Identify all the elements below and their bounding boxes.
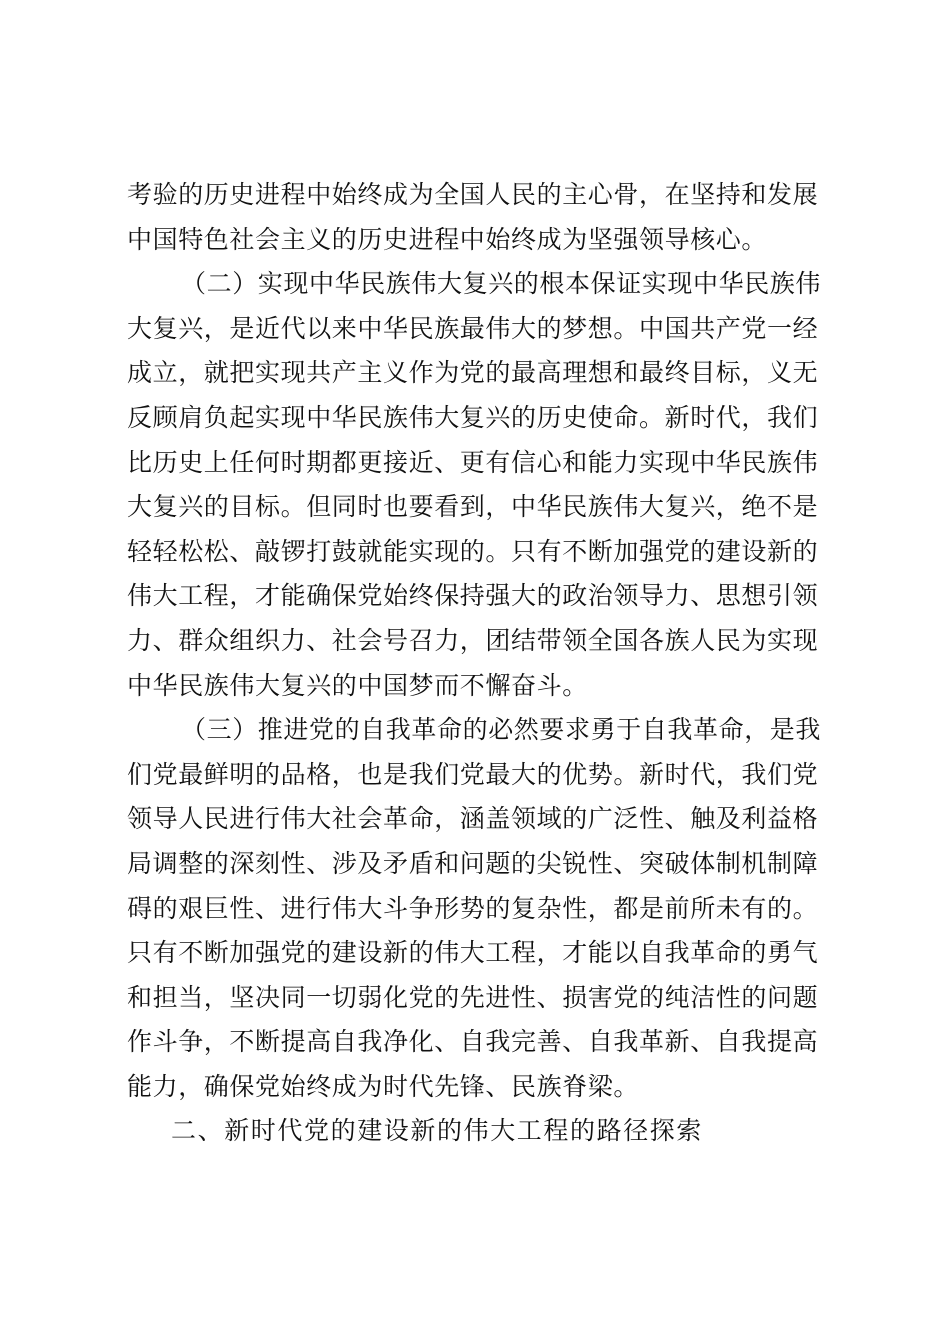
text-line: 只有不断加强党的建设新的伟大工程，才能以自我革命的勇气 [127,938,819,968]
section-heading-line: （二）实现中华民族伟大复兴的根本保证实现中华民族伟 [181,269,822,299]
text-line: 轻轻松松、敲锣打鼓就能实现的。只有不断加强党的建设新的 [127,536,819,566]
text-line: 力、群众组织力、社会号召力，团结带领全国各族人民为实现 [127,625,819,655]
text-line: 考验的历史进程中始终成为全国人民的主心骨，在坚持和发展 [127,180,819,209]
text-line: 局调整的深刻性、涉及矛盾和问题的尖锐性、突破体制机制障 [127,848,819,878]
section-heading [127,1109,827,1154]
text-line: 们党最鲜明的品格，也是我们党最大的优势。新时代，我们党 [127,759,819,789]
paragraph-continuation [127,173,827,262]
text-line: 成立，就把实现共产主义作为党的最高理想和最终目标，义无 [127,358,819,388]
text-line: 领导人民进行伟大社会革命，涵盖领域的广泛性、触及利益格 [127,804,819,834]
text-line: 比历史上任何时期都更接近、更有信心和能力实现中华民族伟 [127,447,819,477]
text-line: 和担当，坚决同一切弱化党的先进性、损害党的纯洁性的问题 [127,982,819,1012]
text-line: 大复兴的目标。但同时也要看到，中华民族伟大复兴，绝不是 [127,492,819,522]
text-line: 碍的艰巨性、进行伟大斗争形势的复杂性，都是前所未有的。 [127,893,819,923]
text-line: 反顾肩负起实现中华民族伟大复兴的历史使命。新时代，我们 [127,402,819,432]
text-line: 作斗争，不断提高自我净化、自我完善、自我革新、自我提高 [127,1027,819,1057]
text-line: 能力，确保党始终成为时代先锋、民族脊梁。 [127,1071,640,1101]
text-line: 大复兴，是近代以来中华民族最伟大的梦想。中国共产党一经 [127,313,819,343]
text-line: 伟大工程，才能确保党始终保持强大的政治领导力、思想引领 [127,581,819,611]
body-text [127,173,827,1154]
text-line: 中国特色社会主义的历史进程中始终成为坚强领导核心。 [127,224,768,254]
text-line: 中华民族伟大复兴的中国梦而不懈奋斗。 [127,670,588,700]
section-heading-line: （三）推进党的自我革命的必然要求勇于自我革命，是我 [181,715,822,745]
paragraph-section-two [127,262,827,708]
paragraph-section-three [127,708,827,1109]
section-title: 二、新时代党的建设新的伟大工程的路径探索 [171,1116,704,1146]
